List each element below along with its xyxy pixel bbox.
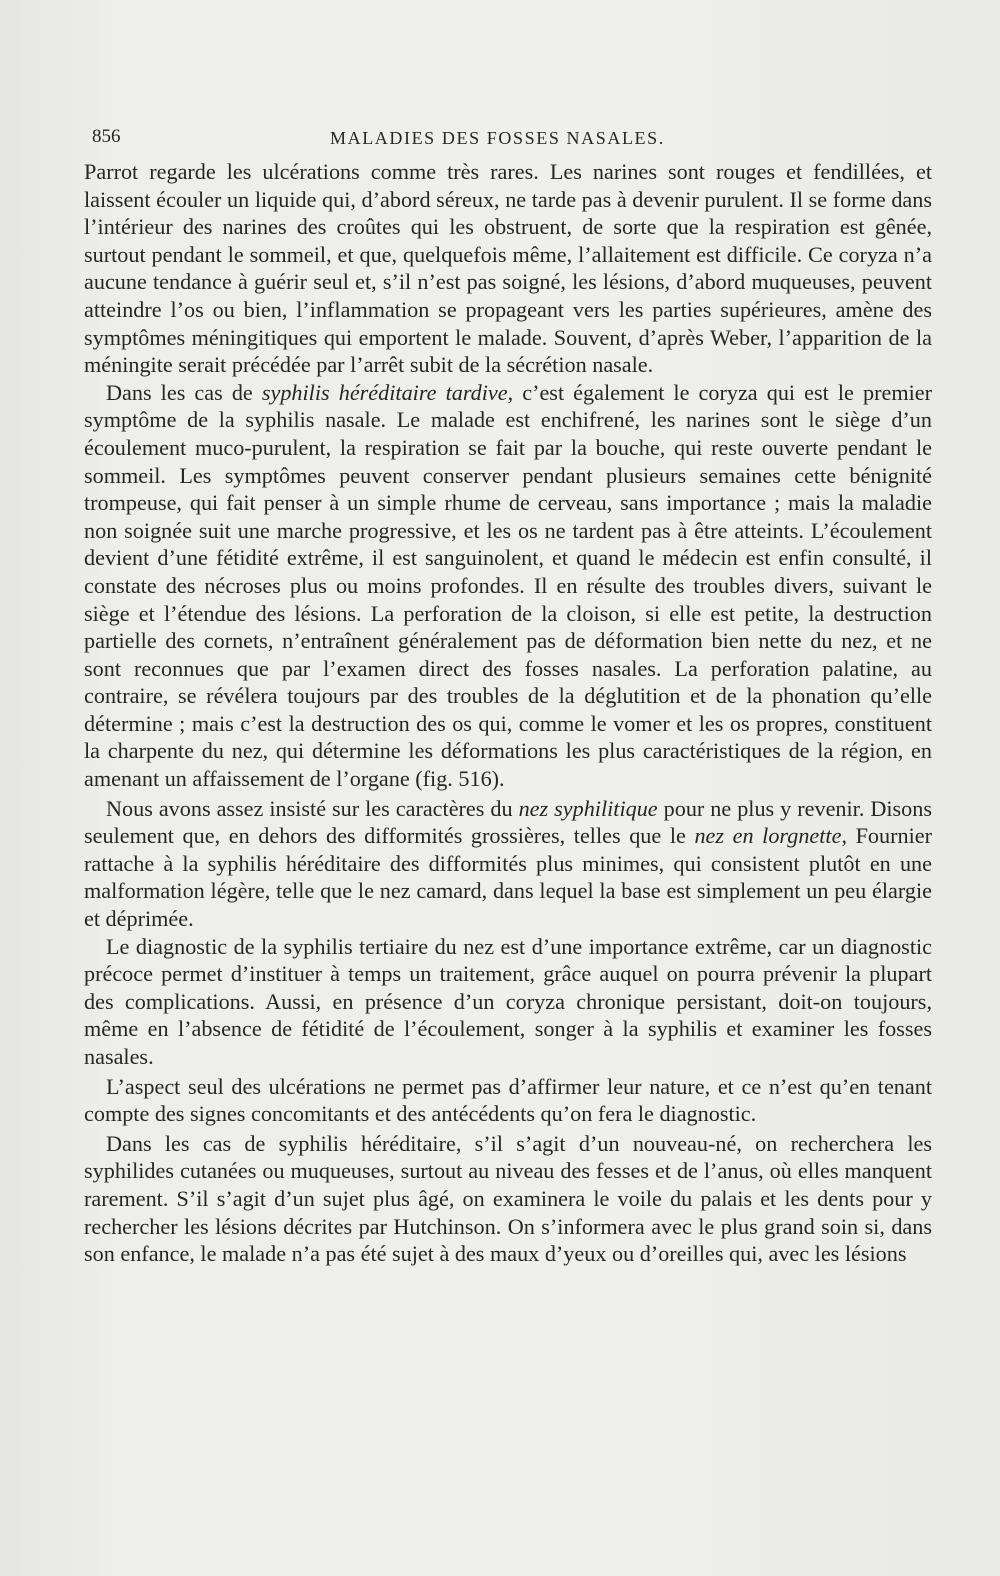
text-run: , c’est également le coryza qui est le premier symptôme de la syphilis nasale. Le malade est enchifrené, les narines sont le siège d’un écoulement muco-purulent, la respiration se fait par la bouche, qui reste ouverte pendant le sommeil. Les symptômes peuvent conserver pendant plusieurs semaines cette bénignité trompeuse, qui fait penser à un simple rhume de cerveau, sans importance ; mais la maladie non soignée suit une marche progressive, et les os ne tardent pas à être atteints. L’écoulement devient d’une fétidité extrême, il est sanguinolent, et quand le médecin est enfin consulté, il constate des nécroses plus ou moins profondes. Il en résulte des troubles divers, suivant le siège et l’étendue des lésions. La perforation de la cloison, si elle est petite, la destruction partielle des cornets, n’entraînent généralement pas de déformation bien nette du nez, et ne sont reconnues que par l’examen direct des fosses nasales. La perforation palatine, au contraire, se révélera toujours par des troubles de la déglutition et de la phonation qu’elle détermine ; mais c’est la destruction des os qui, comme le vomer et les os propres, constituent la charpente du nez, qui détermine les déformations les plus caractéristiques de la région, en amenant un affaissement de l’organe (fig. 516). xyxy=(84,379,932,792)
italic-text: nez syphilitique xyxy=(518,795,658,821)
running-title: MALADIES DES FOSSES NASALES. xyxy=(330,128,665,148)
text-run: Nous avons assez insisté sur les caractères du xyxy=(106,795,519,821)
paragraph xyxy=(84,933,932,1071)
italic-text: syphilis héréditaire tardive xyxy=(261,379,508,405)
text-run: pour ne plus y revenir. Disons seulement que, en dehors des difformités grossières, telles que le xyxy=(84,795,933,849)
text-run: L’aspect seul des ulcérations ne permet pas d’affirmer leur nature, et ce n’est qu’en tenant compte des signes concomitants et des antécédents qu’on fera le diagnostic. xyxy=(84,1073,932,1127)
paragraph xyxy=(84,795,932,933)
paragraph xyxy=(84,158,932,379)
paragraph xyxy=(84,1130,932,1268)
text-run: Parrot regarde les ulcérations comme très rares. Les narines sont rouges et fendillées, et laissent écouler un liquide qui, d’abord séreux, ne tarde pas à devenir purulent. Il se forme dans l’intérieur des narines des croûtes qui les obstruent, de sorte que la respiration est gênée, surtout pendant le sommeil, et que, quelquefois même, l’allaitement est difficile. Ce coryza n’a aucune tendance à guérir seul et, s’il n’est pas soigné, les lésions, d’abord muqueuses, peuvent atteindre l’os ou bien, l’inflammation se propageant vers les parties supérieures, amène des symptômes méningitiques qui emportent le malade. Souvent, d’après Weber, l’apparition de la méningite serait précédée par l’arrêt subit de la sécrétion nasale. xyxy=(84,159,932,378)
text-run: Dans les cas de xyxy=(106,379,262,405)
text-run: Le diagnostic de la syphilis tertiaire du nez est d’une importance extrême, car un diagnostic précoce permet d’instituer à temps un traitement, grâce auquel on pourra prévenir la plupart des complications. Aussi, en présence d’un coryza chronique persistant, doit-on toujours, même en l’absence de fétidité de l’écoulement, songer à la syphilis et examiner les fosses nasales. xyxy=(84,933,932,1069)
page-header xyxy=(88,126,928,152)
body-text xyxy=(84,158,932,1268)
paragraph xyxy=(84,379,932,793)
italic-text: nez en lorgnette xyxy=(694,823,842,849)
text-run: , Fournier rattache à la syphilis héréditaire des difformités plus minimes, qui consistent plutôt en une malformation légère, telle que le nez camard, dans lequel la base est simplement un peu élargie et déprimée. xyxy=(84,823,932,932)
text-run: Dans les cas de syphilis héréditaire, s’il s’agit d’un nouveau-né, on recherchera les syphilides cutanées ou muqueuses, surtout au niveau des fesses et de l’anus, où elles manquent rarement. S’il s’agit d’un sujet plus âgé, on examinera le voile du palais et les dents pour y rechercher les lésions décrites par Hutchinson. On s’informera avec le plus grand soin si, dans son enfance, le malade n’a pas été sujet à des maux d’yeux ou d’oreilles qui, avec les lésions xyxy=(84,1130,932,1267)
page-number: 856 xyxy=(92,126,121,147)
paragraph xyxy=(84,1073,932,1128)
